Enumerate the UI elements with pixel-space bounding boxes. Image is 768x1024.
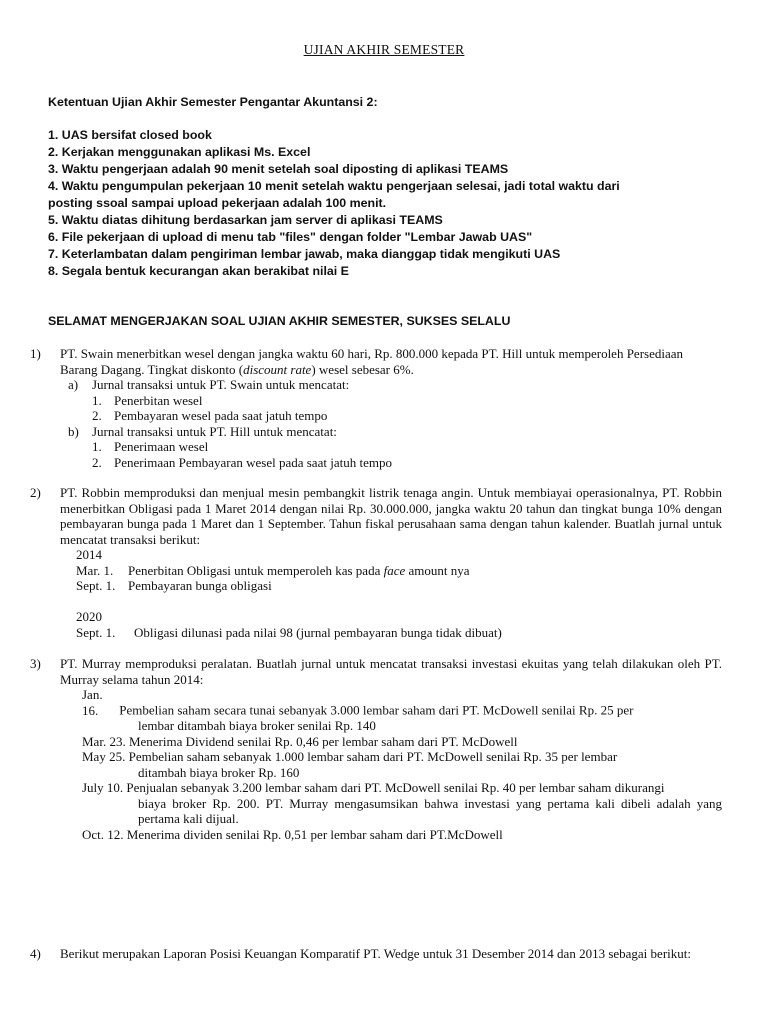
question-3 (30, 656, 722, 842)
transaction-row (82, 734, 722, 750)
rule-item: 5. Waktu diatas dihitung berdasarkan jam server di aplikasi TEAMS (48, 213, 443, 227)
item-marker: 2. (92, 408, 102, 423)
list-item (92, 393, 722, 409)
item-text: Penerimaan Pembayaran wesel pada saat jatuh tempo (114, 454, 392, 470)
item-marker: 2. (92, 454, 102, 470)
subpart-marker: a) (68, 377, 79, 392)
subpart-b (68, 424, 722, 440)
closing-message: SELAMAT MENGERJAKAN SOAL UJIAN AKHIR SEMESTER, SUKSES SELALU (48, 314, 511, 328)
question-text-emphasis: discount rate (243, 361, 312, 377)
transaction-date: May 25. (82, 749, 126, 764)
rule-item: 3. Waktu pengerjaan adalah 90 menit setelah soal diposting di aplikasi TEAMS (48, 162, 509, 176)
transaction-date: Mar. 1. (76, 562, 114, 578)
question-text: Berikut merupakan Laporan Posisi Keuangan Komparatif PT. Wedge untuk 31 Desember 2014 dan 2013 sebagai berikut: (60, 946, 691, 961)
transaction-date: Sept. 1. (76, 624, 116, 640)
subpart-marker: b) (68, 423, 79, 439)
document-title: UJIAN AKHIR SEMESTER (303, 42, 465, 57)
subpart-text: Jurnal transaksi untuk PT. Hill untuk mencatat: (92, 423, 337, 439)
transaction-text-continued: biaya broker Rp. 200. PT. Murray mengasumsikan bahwa investasi yang pertama kali dibeli adalah yang pertama kali dijual. (138, 795, 722, 826)
year-label: 2020 (76, 609, 102, 624)
transaction-row (82, 749, 722, 780)
transaction-text: Pembelian saham secara tunai sebanyak 3.000 lembar saham dari PT. McDowell senilai Rp. 25 per (119, 702, 634, 718)
item-text: Penerbitan wesel (114, 392, 203, 408)
transaction-date: Jan. 16. (82, 687, 103, 718)
transaction-row (76, 578, 722, 594)
transaction-row (82, 780, 722, 827)
question-1 (30, 346, 722, 470)
rule-item: 7. Keterlambatan dalam pengiriman lembar jawab, maka dianggap tidak mengikuti UAS (48, 247, 561, 261)
transaction-text: Pembayaran bunga obligasi (128, 578, 272, 593)
transaction-row (82, 827, 722, 843)
rule-item: 6. File pekerjaan di upload di menu tab "files" dengan folder "Lembar Jawab UAS" (48, 230, 533, 244)
transaction-list (82, 687, 722, 842)
transaction-text-continued: ditambah biaya broker Rp. 160 (138, 764, 300, 780)
list-item (92, 455, 722, 471)
transaction-text: amount nya (405, 562, 470, 578)
transaction-row (76, 625, 722, 641)
list-item (92, 439, 722, 455)
exam-rules-list (48, 127, 728, 280)
transaction-row (76, 563, 722, 579)
question-text (60, 346, 722, 377)
item-text: Pembayaran wesel pada saat jatuh tempo (114, 408, 328, 423)
rule-item: 8. Segala bentuk kecurangan akan berakibat nilai E (48, 264, 349, 278)
question-text-part: ) wesel sebesar 6%. (311, 361, 414, 377)
transaction-text: Pembelian saham sebanyak 1.000 lembar saham dari PT. McDowell senilai Rp. 35 per lembar (128, 749, 618, 764)
transaction-text: Menerima dividen senilai Rp. 0,51 per lembar saham dari PT.McDowell (126, 826, 503, 842)
question-text-part: PT. Swain menerbitkan wesel dengan jangka waktu 60 hari, Rp. 800.000 kepada PT. Hill untuk memperoleh Persediaan Barang Dagang. Tingkat diskonto ( (60, 346, 684, 377)
transaction-text-emphasis: face (383, 562, 406, 578)
transaction-date: July 10. (82, 780, 124, 795)
list-item (92, 408, 722, 424)
item-text: Penerimaan wesel (114, 439, 209, 454)
item-marker: 1. (92, 439, 102, 454)
question-number: 1) (30, 346, 41, 361)
question-number: 2) (30, 485, 41, 500)
transaction-date: Oct. 12. (82, 826, 124, 842)
question-number: 3) (30, 656, 41, 671)
question-4 (30, 946, 722, 962)
question-2 (30, 485, 722, 640)
rule-item: 2. Kerjakan menggunakan aplikasi Ms. Excel (48, 145, 311, 159)
subpart-a (68, 377, 722, 393)
transaction-text: Obligasi dilunasi pada nilai 98 (jurnal pembayaran bunga tidak dibuat) (134, 624, 502, 640)
transaction-text: Penerbitan Obligasi untuk memperoleh kas pada (128, 562, 384, 578)
year-label: 2014 (76, 547, 102, 562)
rule-item: posting ssoal sampai upload pekerjaan adalah 100 menit. (48, 196, 387, 210)
transaction-date: Mar. 23. (82, 733, 126, 749)
transaction-text-continued: lembar ditambah biaya broker senilai Rp. 140 (138, 718, 376, 733)
transaction-date: Sept. 1. (76, 578, 116, 593)
exam-rules-heading: Ketentuan Ujian Akhir Semester Pengantar Akuntansi 2: (48, 95, 378, 109)
question-text: PT. Robbin memproduksi dan menjual mesin pembangkit listrik tenaga angin. Untuk membiayai operasionalnya, PT. Robbin menerbitkan Obligasi pada 1 Maret 2014 dengan nilai Rp. 30.000.000, jangka waktu 20 tahun dan tingkat bunga 10% dengan pembayaran bunga pada 1 Maret dan 1 September. Tahun fiskal perusahaan sama dengan tahun kalender. Buatlah jurnal untuk mencatat transaksi berikut: (60, 485, 722, 547)
transaction-row (82, 687, 722, 734)
subpart-text: Jurnal transaksi untuk PT. Swain untuk mencatat: (92, 377, 350, 392)
rule-item: 4. Waktu pengumpulan pekerjaan 10 menit setelah waktu pengerjaan selesai, jadi total waktu dari (48, 179, 620, 193)
transaction-text: Menerima Dividend senilai Rp. 0,46 per lembar saham dari PT. McDowell (128, 733, 518, 749)
item-marker: 1. (92, 392, 102, 408)
question-text: PT. Murray memproduksi peralatan. Buatlah jurnal untuk mencatat transaksi investasi ekuitas yang telah dilakukan oleh PT. Murray selama tahun 2014: (60, 656, 722, 687)
rule-item: 1. UAS bersifat closed book (48, 128, 212, 142)
question-number: 4) (30, 946, 41, 961)
transaction-text: Penjualan sebanyak 3.200 lembar saham dari PT. McDowell senilai Rp. 40 per lembar saham dikurangi (126, 780, 665, 795)
